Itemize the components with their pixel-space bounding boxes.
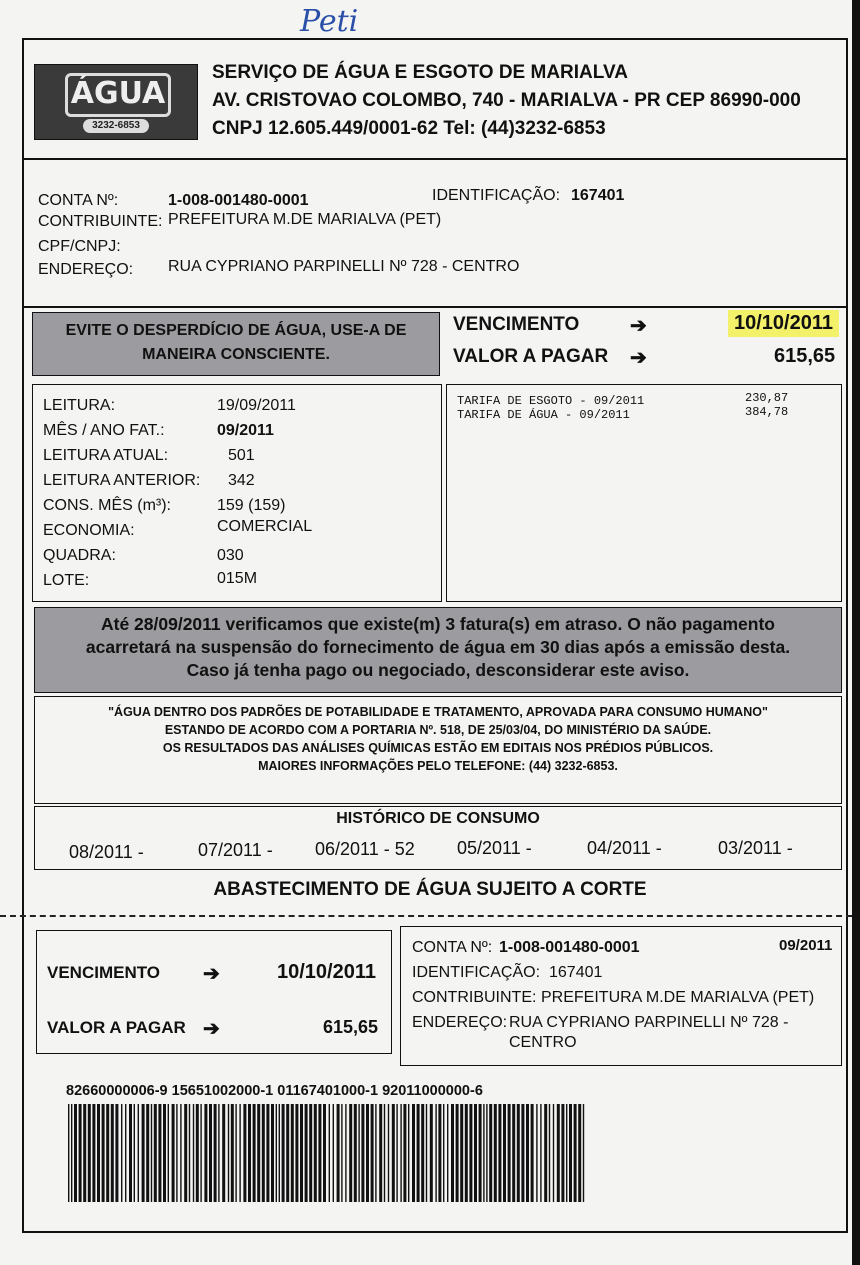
account-divider — [24, 306, 846, 308]
stub-ident-value: 167401 — [549, 964, 603, 981]
reading-label: LEITURA ATUAL: — [43, 447, 169, 464]
arrears-line-2: acarretará na suspensão do fornecimento de água em 30 dias após a emissão desta. — [85, 637, 791, 657]
reading-label: LOTE: — [43, 572, 90, 589]
company-cnpj: CNPJ 12.605.449/0001-62 Tel: (44)3232-6853 — [212, 118, 606, 139]
endereco-value: RUA CYPRIANO PARPINELLI Nº 728 - CENTRO — [168, 258, 520, 275]
reading-value: 015M — [217, 570, 258, 587]
reading-row — [43, 447, 255, 465]
scan-edge — [852, 0, 860, 1265]
reading-label: QUADRA: — [43, 547, 116, 564]
conservation-notice — [32, 312, 440, 376]
reading-label: ECONOMIA: — [43, 522, 135, 539]
reading-row — [43, 472, 255, 490]
history-title: HISTÓRICO DE CONSUMO — [336, 810, 540, 827]
reading-label: CONS. MÊS (m³): — [43, 497, 171, 514]
reading-label: MÊS / ANO FAT.: — [43, 422, 165, 439]
stub-endereco-line-2: CENTRO — [509, 1034, 577, 1051]
stub-period: 09/2011 — [779, 937, 833, 954]
stub-valor-value: 615,65 — [323, 1017, 379, 1037]
stub-account-box — [400, 926, 842, 1066]
reading-label: LEITURA: — [43, 397, 116, 414]
reading-row — [43, 397, 296, 415]
conta-label: CONTA Nº: — [38, 192, 119, 209]
reading-row — [43, 570, 258, 590]
cut-line — [0, 915, 852, 917]
arrow-icon: ➔ — [630, 315, 647, 337]
valor-value: 615,65 — [774, 345, 836, 367]
charge-desc: TARIFA DE ÁGUA - 09/2011 — [457, 408, 630, 422]
stub-conta-label: CONTA Nº: — [412, 939, 493, 956]
stub-valor-label: VALOR A PAGAR — [47, 1018, 186, 1037]
history-item: 06/2011 - 52 — [315, 839, 415, 859]
reading-value: COMERCIAL — [217, 518, 313, 535]
vencimento-value: 10/10/2011 — [728, 310, 839, 337]
reading-row — [43, 518, 313, 540]
charge-desc: TARIFA DE ESGOTO - 09/2011 — [457, 394, 645, 408]
stub-conta-value: 1-008-001480-0001 — [499, 939, 640, 956]
cut-warning: ABASTECIMENTO DE ÁGUA SUJEITO A CORTE — [213, 879, 647, 900]
consumption-history — [34, 806, 842, 870]
endereco-label: ENDEREÇO: — [38, 261, 134, 278]
cpf-label: CPF/CNPJ: — [38, 238, 121, 255]
reading-row — [43, 497, 286, 515]
reading-box — [32, 384, 442, 602]
company-address: AV. CRISTOVAO COLOMBO, 740 - MARIALVA - PR CEP 86990-000 — [212, 90, 801, 111]
vencimento-label: VENCIMENTO — [453, 314, 580, 335]
arrears-line-1: Até 28/09/2011 verificamos que existe(m) 3 fatura(s) em atraso. O não pagamento — [100, 614, 775, 634]
handwritten-note: Peti — [300, 4, 359, 39]
stub-ident-label: IDENTIFICAÇÃO: — [412, 964, 541, 981]
stub-endereco-label: ENDEREÇO: — [412, 1014, 508, 1031]
conta-value: 1-008-001480-0001 — [168, 192, 309, 209]
header-divider — [24, 158, 846, 160]
arrears-line-3: Caso já tenha pago ou negociado, desconsiderar este aviso. — [186, 660, 690, 680]
notice-line-2: MANEIRA CONSCIENTE. — [142, 346, 330, 363]
history-item: 07/2011 - — [198, 840, 273, 860]
stub-due-box — [36, 930, 392, 1054]
contrib-label: CONTRIBUINTE: — [38, 213, 163, 230]
quality-line-3: OS RESULTADOS DAS ANÁLISES QUÍMICAS ESTÃO EM EDITAIS NOS PRÉDIOS PÚBLICOS. — [162, 741, 714, 755]
quality-notice — [34, 696, 842, 804]
reading-value: 501 — [228, 447, 255, 464]
stub-contrib-label: CONTRIBUINTE: — [412, 989, 537, 1006]
ident-value: 167401 — [571, 187, 625, 204]
reading-label: LEITURA ANTERIOR: — [43, 472, 201, 489]
reading-row — [43, 547, 244, 565]
quality-line-1: "ÁGUA DENTRO DOS PADRÕES DE POTABILIDADE E TRATAMENTO, APROVADA PARA CONSUMO HUMANO" — [108, 705, 768, 719]
stub-contrib-value: PREFEITURA M.DE MARIALVA (PET) — [541, 989, 815, 1006]
logo-phone: 3232-6853 — [83, 119, 149, 133]
barcode-digits: 82660000006-9 15651002000-1 01167401000-1 92011000000-6 — [66, 1083, 483, 1099]
history-item: 05/2011 - — [457, 838, 532, 858]
quality-line-4: MAIORES INFORMAÇÕES PELO TELEFONE: (44) 3232-6853. — [258, 759, 618, 773]
charges-box — [446, 384, 842, 602]
reading-value: 19/09/2011 — [217, 397, 296, 414]
stub-endereco-line-1: RUA CYPRIANO PARPINELLI Nº 728 - — [509, 1014, 789, 1031]
charge-amount: 384,78 — [745, 405, 789, 419]
quality-line-2: ESTANDO DE ACORDO COM A PORTARIA Nº. 518, DE 25/03/04, DO MINISTÉRIO DA SAÚDE. — [164, 723, 712, 737]
company-name: SERVIÇO DE ÁGUA E ESGOTO DE MARIALVA — [212, 62, 628, 83]
arrears-notice — [34, 607, 842, 693]
company-logo — [34, 64, 198, 140]
stub-vencimento-label: VENCIMENTO — [47, 963, 161, 982]
history-item: 03/2011 - — [718, 838, 793, 858]
contrib-value: PREFEITURA M.DE MARIALVA (PET) — [168, 211, 442, 228]
reading-value: 030 — [217, 547, 244, 564]
ident-label: IDENTIFICAÇÃO: — [432, 187, 561, 204]
stub-vencimento-value: 10/10/2011 — [277, 961, 376, 983]
history-item: 04/2011 - — [587, 838, 662, 858]
barcode — [66, 1104, 591, 1202]
reading-value: 342 — [228, 472, 255, 489]
reading-value: 159 (159) — [217, 497, 286, 514]
notice-line-1: EVITE O DESPERDÍCIO DE ÁGUA, USE-A DE — [65, 322, 407, 339]
history-item: 08/2011 - — [69, 842, 144, 862]
arrow-icon: ➔ — [203, 1018, 220, 1040]
logo-word: ÁGUA — [65, 73, 171, 117]
charge-amount: 230,87 — [745, 391, 789, 405]
reading-value: 09/2011 — [217, 422, 274, 439]
reading-row — [43, 422, 274, 440]
arrow-icon: ➔ — [630, 347, 647, 369]
valor-label: VALOR A PAGAR — [453, 346, 609, 367]
arrow-icon: ➔ — [203, 963, 220, 985]
